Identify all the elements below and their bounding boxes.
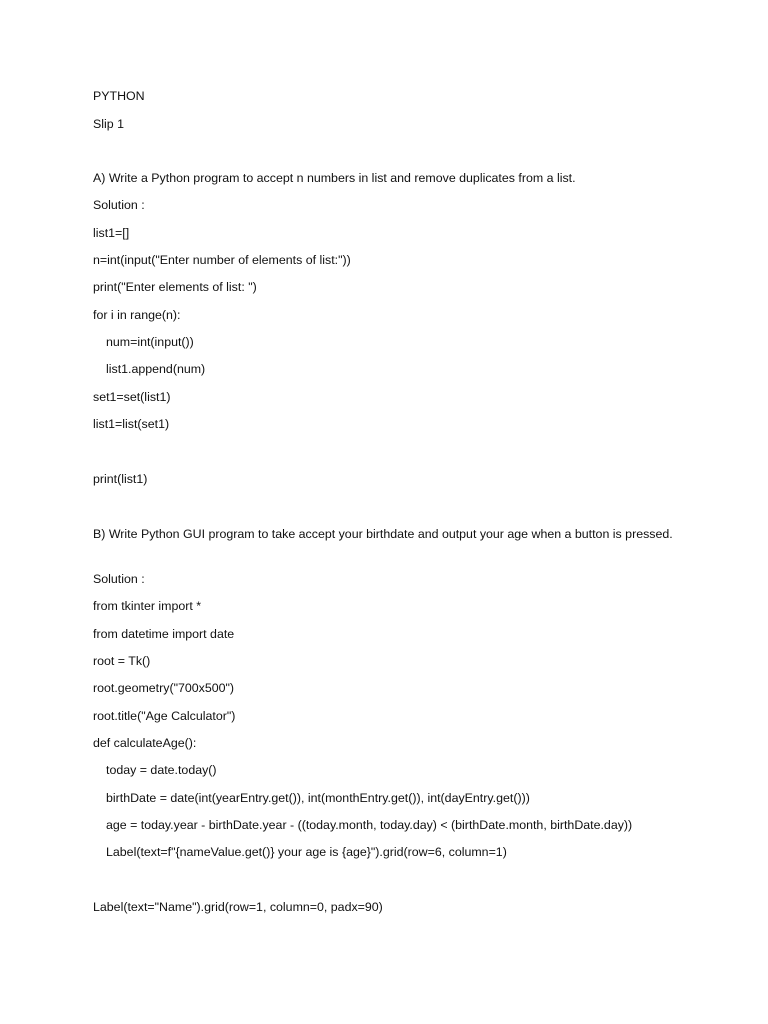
code-line: print(list1) [93,472,148,486]
code-line: birthDate = date(int(yearEntry.get()), int(monthEntry.get()), int(dayEntry.get())) [106,791,530,805]
slip-title: Slip 1 [93,117,124,131]
code-line: Label(text="Name").grid(row=1, column=0, padx=90) [93,900,383,914]
code-line: set1=set(list1) [93,390,171,404]
code-line: for i in range(n): [93,308,181,322]
code-line: Label(text=f"{nameValue.get()} your age is {age}").grid(row=6, column=1) [106,845,507,859]
code-line: from tkinter import * [93,599,202,613]
question-a-solution-label: Solution : [93,198,145,212]
code-line: print("Enter elements of list: ") [93,280,257,294]
code-line: list1=[] [93,226,130,240]
code-line: def calculateAge(): [93,736,197,750]
code-line: age = today.year - birthDate.year - ((today.month, today.day) < (birthDate.month, birthDate.day)) [106,818,633,832]
question-b-solution-label: Solution : [93,572,145,586]
code-line: root.geometry("700x500") [93,681,235,695]
code-line: list1=list(set1) [93,417,170,431]
question-b-prompt: B) Write Python GUI program to take accept your birthdate and output your age when a button is pressed. [93,527,673,541]
code-line: root.title("Age Calculator") [93,709,236,723]
code-line: root = Tk() [93,654,151,668]
document-header: PYTHON [93,89,145,103]
code-line: from datetime import date [93,627,235,641]
code-line: list1.append(num) [106,362,206,376]
code-line: n=int(input("Enter number of elements of list:")) [93,253,351,267]
code-line: num=int(input()) [106,335,194,349]
question-a-prompt: A) Write a Python program to accept n numbers in list and remove duplicates from a list. [93,171,576,185]
code-line: today = date.today() [106,763,217,777]
